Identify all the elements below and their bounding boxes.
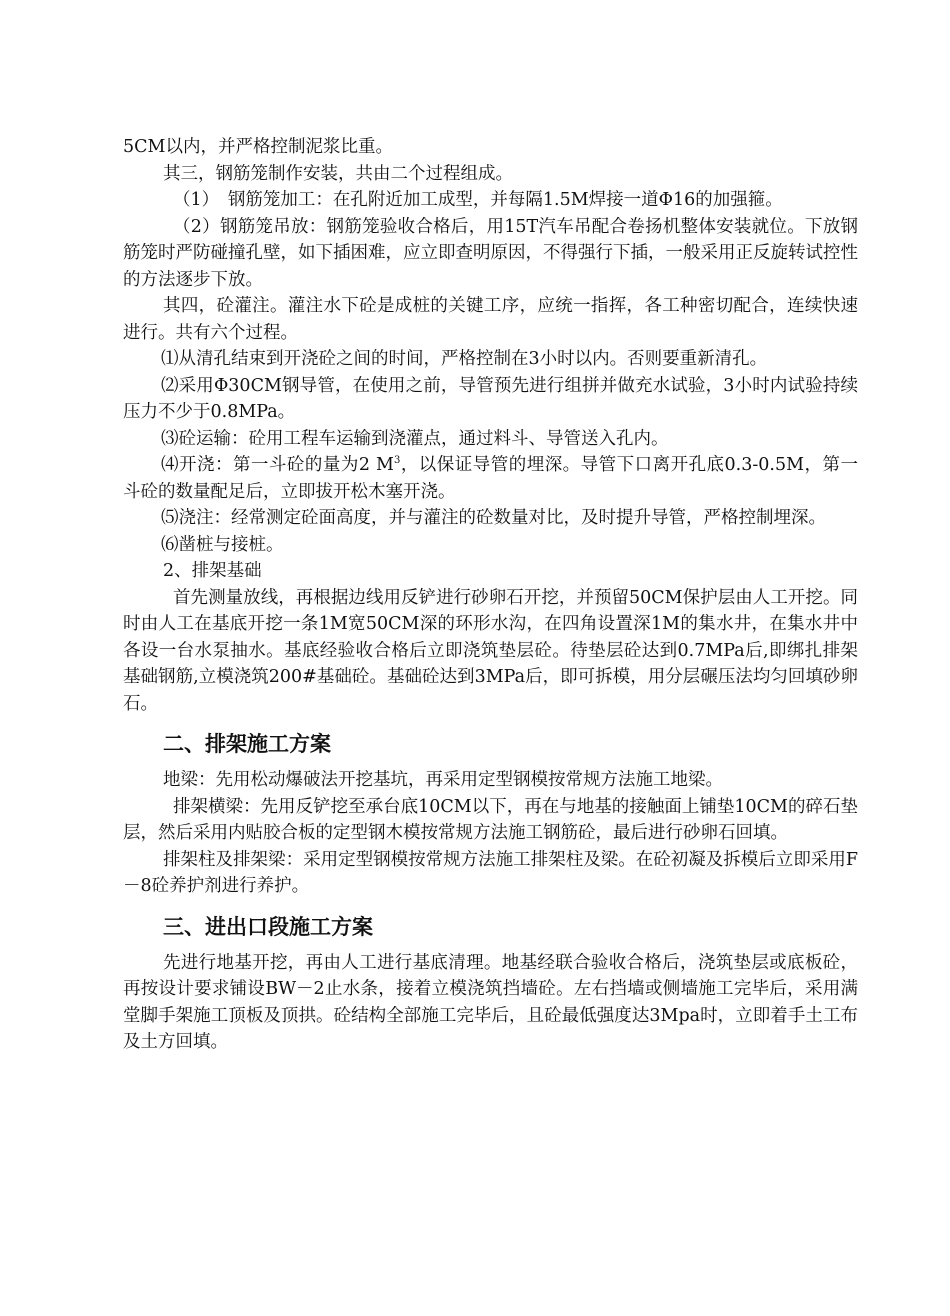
paragraph-rebar-cage-lifting: （2）钢筋笼吊放：钢筋笼验收合格后，用15T汽车吊配合卷扬机整体安装就位。下放钢筋笼时严防碰撞孔壁，如下插困难，应立即查明原因，不得强行下插，一般采用正反旋转试控性的方法逐步下放。	[123, 216, 858, 290]
paragraph-step-5: ⑸浇注：经常测定砼面高度，并与灌注的砼数量对比，及时提升导管，严格控制埋深。	[161, 508, 826, 528]
paragraph-bent-foundation: 首先测量放线，再根据边线用反铲进行砂卵石开挖，并预留50CM保护层由人工开挖。同时由人工在基底开挖一条1M宽50CM深的环形水沟，在四角设置深1M的集水井，在集水井中各设一台水泵抽水。基底经验收合格后立即浇筑垫层砼。待垫层砼达到0.7MPa后,即绑扎排架基础钢筋,立模浇筑200#基础砼。基础砼达到3MPa后，即可拆模，用分层碾压法均匀回填砂卵石。	[123, 587, 858, 714]
paragraph-inlet-outlet: 先进行地基开挖，再由人工进行基底清理。地基经联合验收合格后，浇筑垫层或底板砼，再按设计要求铺设BW－2止水条，接着立模浇筑挡墙砼。左右挡墙或侧墙施工完毕后，采用满堂脚手架施工顶板及顶拱。砼结构全部施工完毕后，且砼最低强度达3Mpa时，立即着手土工布及土方回填。	[123, 952, 858, 1052]
paragraph-bent-column: 排架柱及排架梁：采用定型钢模按常规方法施工排架柱及梁。在砼初凝及拆模后立即采用F－8砼养护剂进行养护。	[123, 849, 858, 896]
paragraph-rebar-cage-intro: 其三，钢筋笼制作安装，共由二个过程组成。	[163, 163, 513, 184]
paragraph-rebar-cage-processing: （1） 钢筋笼加工：在孔附近加工成型，并每隔1.5M焊接一道Φ16的加强箍。	[173, 190, 783, 210]
paragraph-concrete-pouring-intro: 其四，砼灌注。灌注水下砼是成桩的关键工序，应统一指挥，各工种密切配合，连续快速进行。共有六个过程。	[123, 296, 858, 343]
step-4-text-b: ，以保证导管的埋深。导管下口离开孔底0.3-0.5M，第一斗砼的数量配足后，立即拔开松木塞开浇。	[123, 455, 858, 502]
paragraph-step-4	[123, 452, 858, 505]
paragraph-ground-beam: 地梁：先用松动爆破法开挖基坑，再采用定型钢模按常规方法施工地梁。	[163, 770, 723, 790]
step-4-text-a: ⑷开浇：第一斗砼的量为2 M	[161, 455, 394, 475]
paragraph-step-3: ⑶砼运输：砼用工程车运输到浇灌点，通过料斗、导管送入孔内。	[161, 428, 669, 449]
section-2-heading: 二、排架施工方案	[163, 732, 331, 756]
paragraph-mud-control: 5CM以内，并严格控制泥浆比重。	[123, 137, 393, 157]
paragraph-step-6: ⑹凿桩与接桩。	[161, 534, 284, 555]
step-4-superscript: 3	[393, 455, 401, 467]
subheading-bent-foundation: 2、排架基础	[163, 561, 262, 581]
paragraph-step-1: ⑴从清孔结束到开浇砼之间的时间，严格控制在3小时以内。否则要重新清孔。	[161, 349, 768, 369]
document-body	[123, 134, 858, 1056]
paragraph-bent-crossbeam: 排架横梁：先用反铲挖至承台底10CM以下，再在与地基的接触面上铺垫10CM的碎石垫层，然后采用内贴胶合板的定型钢木模按常规方法施工钢筋砼，最后进行砂卵石回填。	[123, 796, 858, 843]
paragraph-step-2: ⑵采用Φ30CM钢导管，在使用之前，导管预先进行组拼并做充水试验，3小时内试验持续压力不少于0.8MPa。	[123, 375, 858, 422]
section-3-heading: 三、进出口段施工方案	[163, 914, 373, 939]
